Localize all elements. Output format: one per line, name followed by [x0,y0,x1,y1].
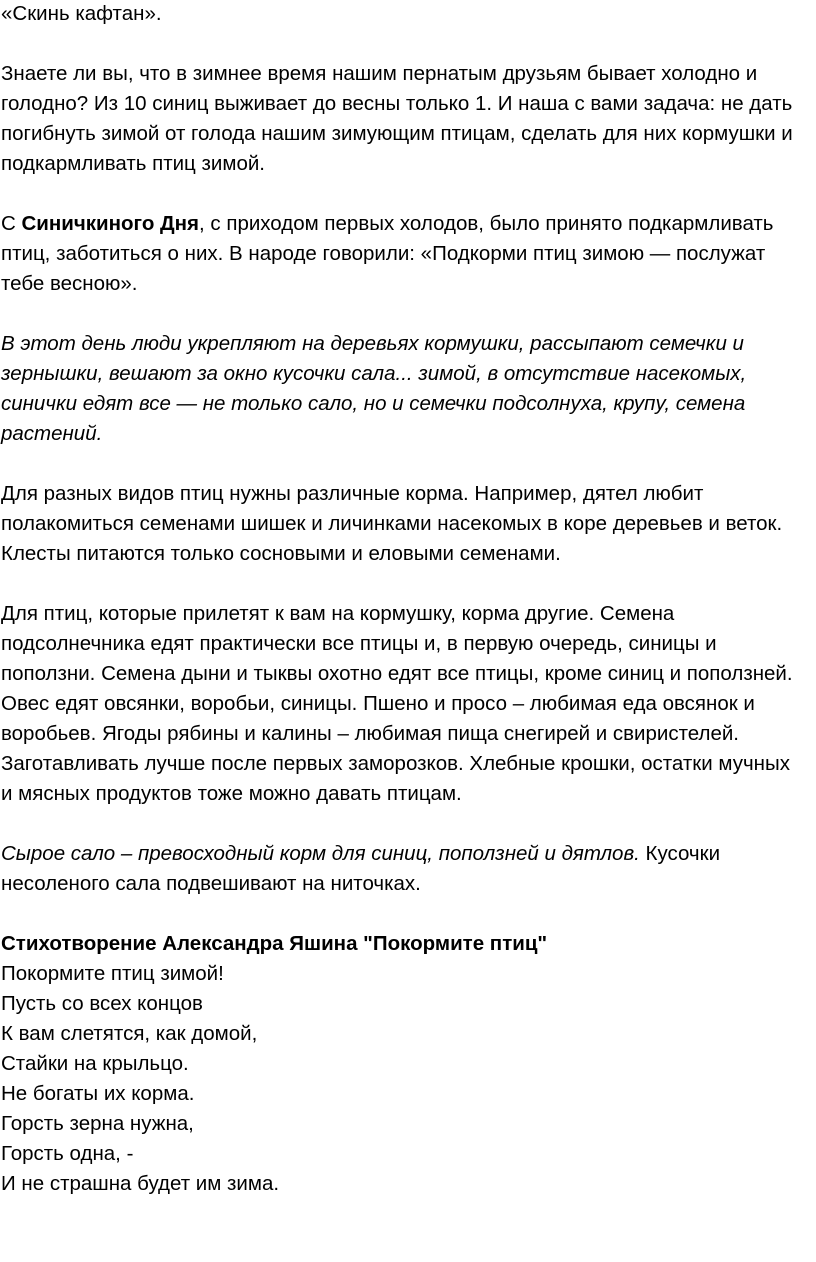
poem-line: Стайки на крыльцо. [1,1052,189,1075]
poem-title: Стихотворение Александра Яшина "Покормите птиц" [1,932,548,955]
poem-line: Горсть зерна нужна, [1,1112,194,1135]
paragraph-feeding-customs: В этот день люди укрепляют на деревьях кормушки, рассыпают семечки и зернышки, вешают за окно кусочки сала... зимой, в отсутствие насекомых, синички едят все — не только сало, но и семечки подсолнуха, крупу, семена растений. [1,332,747,445]
intro-line: «Скинь кафтан». [1,2,162,25]
paragraph-winter-birds: Знаете ли вы, что в зимнее время нашим пернатым друзьям бывает холодно и голодно? Из 10 синиц выживает до весны только 1. И наша с вами задача: не дать погибнуть зимой от голода нашим зимующим птицам, сделать для них кормушки и подкармливать птиц зимой. [1,62,793,175]
poem-line: Не богаты их корма. [1,1082,195,1105]
poem-line: Горсть одна, - [1,1142,134,1165]
poem [1,929,806,1199]
paragraph-lard [1,839,806,899]
paragraph-feeder-food: Для птиц, которые прилетят к вам на кормушку, корма другие. Семена подсолнечника едят практически все птицы и, в первую очередь, синицы и поползни. Семена дыни и тыквы охотно едят все птицы, кроме синиц и поползней. Овес едят овсянки, воробьи, синицы. Пшено и просо – любимая еда овсянок и воробьев. Ягоды рябины и калины – любимая пища снегирей и свиристелей. Заготавливать лучше после первых заморозков. Хлебные крошки, остатки мучных и мясных продуктов тоже можно давать птицам. [1,602,793,805]
paragraph-titmouse-day [1,209,806,299]
titmouse-day-term: Синичкиного Дня [21,212,199,235]
paragraph-titmouse-day-start: С [1,212,22,235]
poem-line: К вам слетятся, как домой, [1,1022,258,1045]
paragraph-lard-rest: Кусочки несоленого сала подвешивают на ниточках. [1,842,721,895]
paragraph-bird-food-types: Для разных видов птиц нужны различные корма. Например, дятел любит полакомиться семенами шишек и личинками насекомых в коре деревьев и веток. Клесты питаются только сосновыми и еловыми семенами. [1,482,783,565]
poem-line: И не страшна будет им зима. [1,1172,280,1195]
paragraph-lard-italic: Сырое сало – превосходный корм для синиц, поползней и дятлов. [1,842,640,865]
poem-line: Покормите птиц зимой! [1,962,224,985]
poem-line: Пусть со всех концов [1,992,203,1015]
paragraph-titmouse-day-rest: , с приходом первых холодов, было принято подкармливать птиц, заботиться о них. В народе говорили: «Подкорми птиц зимою — послужат тебе весною». [1,212,774,295]
